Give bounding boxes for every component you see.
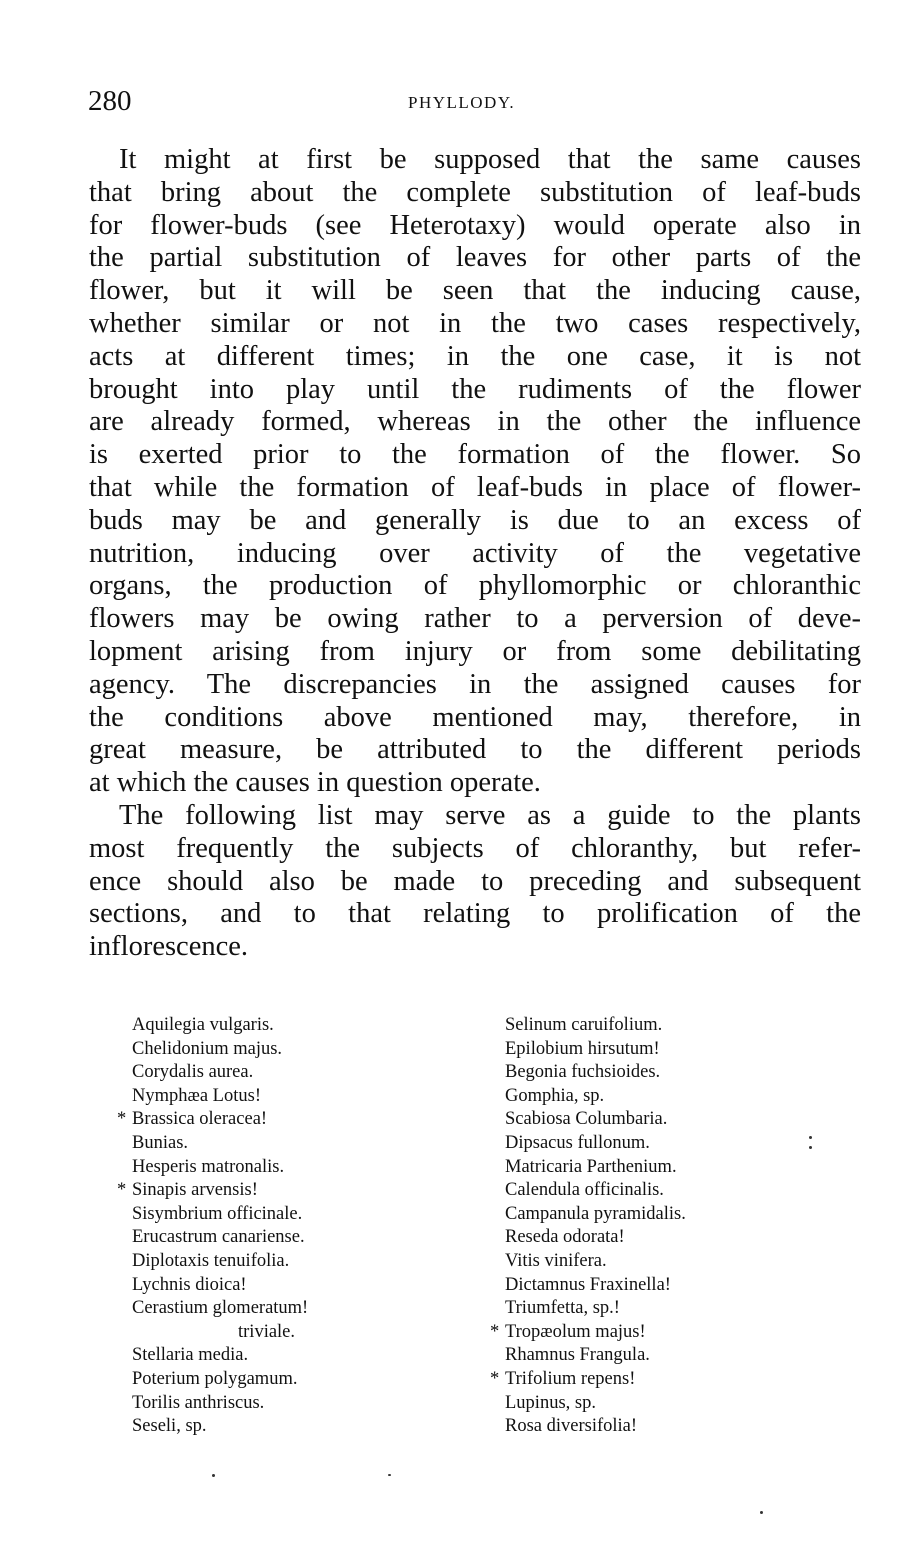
plant-name: Begonia fuchsioides. bbox=[505, 1062, 661, 1083]
text-line: acts at different times; in the one case, it is not bbox=[89, 340, 861, 372]
body-text bbox=[89, 144, 861, 964]
text-line: the conditions above mentioned may, therefore, in bbox=[89, 701, 861, 733]
plant-list-item bbox=[490, 1344, 870, 1368]
plant-list-item bbox=[117, 1014, 477, 1038]
plant-name: Sisymbrium officinale. bbox=[132, 1203, 303, 1224]
plant-name: Bunias. bbox=[132, 1132, 189, 1153]
plant-name: Selinum caruifolium. bbox=[505, 1015, 663, 1035]
plant-name: Hesperis matronalis. bbox=[132, 1156, 285, 1177]
plant-name: Corydalis aurea. bbox=[132, 1062, 254, 1083]
asterisk-mark: * bbox=[117, 1180, 127, 1201]
asterisk-mark: * bbox=[490, 1368, 500, 1389]
plant-name: Dipsacus fullonum. bbox=[505, 1132, 650, 1153]
plant-name: Brassica oleracea! bbox=[132, 1109, 268, 1130]
plant-list-item bbox=[117, 1108, 477, 1132]
plant-name: Reseda odorata! bbox=[505, 1227, 625, 1248]
plant-list-item bbox=[117, 1415, 477, 1439]
plant-list-item bbox=[117, 1179, 477, 1203]
plant-name: Epilobium hirsutum! bbox=[505, 1038, 660, 1059]
plant-name: Diplotaxis tenuifolia. bbox=[132, 1250, 290, 1271]
plant-list-item bbox=[117, 1392, 477, 1416]
plant-list-item bbox=[117, 1297, 477, 1321]
plant-name: Trifolium repens! bbox=[505, 1368, 636, 1389]
plant-list-right bbox=[490, 1014, 870, 1439]
text-line: for flower-buds (see Heterotaxy) would operate also in bbox=[89, 209, 861, 241]
plant-list-item bbox=[490, 1368, 870, 1392]
plant-list-item bbox=[490, 1321, 870, 1345]
plant-name: Lupinus, sp. bbox=[505, 1392, 596, 1413]
plant-list-item bbox=[490, 1392, 870, 1416]
page-number: 280 bbox=[88, 85, 132, 117]
text-line: most frequently the subjects of chloranthy, but refer- bbox=[89, 832, 861, 864]
print-speck bbox=[809, 1136, 812, 1139]
text-line: is exerted prior to the formation of the flower. So bbox=[89, 439, 861, 471]
text-line: great measure, be attributed to the different periods bbox=[89, 734, 861, 766]
plant-list-item bbox=[117, 1250, 477, 1274]
plant-list-item bbox=[490, 1179, 870, 1203]
plant-list-left bbox=[117, 1014, 477, 1439]
text-line: lopment arising from injury or from some debilitating bbox=[89, 635, 861, 667]
plant-list-item bbox=[117, 1226, 477, 1250]
plant-list-item bbox=[490, 1085, 870, 1109]
plant-name: Lychnis dioica! bbox=[132, 1274, 247, 1295]
running-title: PHYLLODY. bbox=[408, 93, 516, 112]
text-line: It might at first be supposed that the same causes bbox=[119, 144, 861, 175]
plant-name: Campanula pyramidalis. bbox=[505, 1203, 686, 1224]
plant-list-item bbox=[117, 1061, 477, 1085]
text-line: organs, the production of phyllomorphic or chloranthic bbox=[89, 570, 861, 602]
plant-name: Stellaria media. bbox=[132, 1345, 249, 1366]
plant-name: Aquilegia vulgaris. bbox=[132, 1015, 274, 1035]
text-line: buds may be and generally is due to an excess of bbox=[89, 504, 861, 536]
plant-name: Torilis anthriscus. bbox=[132, 1392, 265, 1413]
text-line: are already formed, whereas in the other the influence bbox=[89, 406, 861, 438]
print-speck bbox=[809, 1146, 812, 1149]
plant-list-item bbox=[490, 1156, 870, 1180]
plant-list-item bbox=[117, 1203, 477, 1227]
plant-list-item bbox=[117, 1156, 477, 1180]
plant-name: triviale. bbox=[238, 1321, 296, 1342]
text-line: at which the causes in question operate. bbox=[89, 767, 541, 799]
text-line: nutrition, inducing over activity of the vegetative bbox=[89, 537, 861, 569]
text-line: whether similar or not in the two cases respectively, bbox=[89, 307, 861, 339]
plant-name: Calendula officinalis. bbox=[505, 1180, 664, 1201]
plant-list-item bbox=[117, 1132, 477, 1156]
plant-list-item bbox=[490, 1274, 870, 1298]
plant-list-item bbox=[490, 1415, 870, 1439]
plant-list-item bbox=[117, 1085, 477, 1109]
plant-name: Matricaria Parthenium. bbox=[505, 1156, 677, 1177]
text-line: brought into play until the rudiments of the flower bbox=[89, 373, 861, 405]
plant-name: Tropæolum majus! bbox=[505, 1321, 646, 1342]
plant-name: Vitis vinifera. bbox=[505, 1250, 607, 1271]
asterisk-mark: * bbox=[117, 1109, 127, 1130]
text-line: ence should also be made to preceding and subsequent bbox=[89, 865, 861, 897]
asterisk-mark: * bbox=[490, 1321, 500, 1342]
print-speck bbox=[212, 1474, 215, 1477]
plant-list-item bbox=[117, 1344, 477, 1368]
print-speck bbox=[760, 1511, 763, 1514]
plant-name: Seseli, sp. bbox=[132, 1416, 207, 1437]
plant-name: Gomphia, sp. bbox=[505, 1085, 605, 1106]
plant-name: Nymphæa Lotus! bbox=[132, 1085, 261, 1106]
plant-name: Sinapis arvensis! bbox=[132, 1180, 258, 1201]
text-line: that bring about the complete substitution of leaf-buds bbox=[89, 176, 861, 208]
plant-list-item bbox=[117, 1368, 477, 1392]
text-line: inflorescence. bbox=[89, 931, 249, 963]
plant-list-item bbox=[490, 1061, 870, 1085]
plant-list-item bbox=[117, 1321, 477, 1345]
plant-name: Poterium polygamum. bbox=[132, 1368, 298, 1389]
plant-list-item bbox=[490, 1132, 870, 1156]
plant-name: Erucastrum canariense. bbox=[132, 1227, 305, 1248]
plant-list-item bbox=[117, 1038, 477, 1062]
text-line: sections, and to that relating to prolification of the bbox=[89, 898, 861, 930]
plant-list-item bbox=[490, 1203, 870, 1227]
print-speck bbox=[388, 1474, 391, 1476]
text-line: flowers may be owing rather to a perversion of deve- bbox=[89, 603, 861, 635]
plant-list-item bbox=[490, 1250, 870, 1274]
plant-name: Dictamnus Fraxinella! bbox=[505, 1274, 671, 1295]
text-line: that while the formation of leaf-buds in place of flower- bbox=[89, 471, 861, 503]
text-line: agency. The discrepancies in the assigned causes for bbox=[89, 668, 861, 700]
plant-list-item bbox=[490, 1014, 870, 1038]
text-line: The following list may serve as a guide to the plants bbox=[119, 799, 861, 831]
plant-list-item bbox=[490, 1226, 870, 1250]
text-line: the partial substitution of leaves for other parts of the bbox=[89, 242, 861, 274]
plant-list-item bbox=[490, 1038, 870, 1062]
plant-name: Scabiosa Columbaria. bbox=[505, 1109, 668, 1130]
plant-list-item bbox=[117, 1274, 477, 1298]
text-line: flower, but it will be seen that the inducing cause, bbox=[89, 275, 861, 307]
plant-name: Cerastium glomeratum! bbox=[132, 1298, 309, 1319]
plant-name: Triumfetta, sp.! bbox=[505, 1298, 620, 1319]
plant-list-item bbox=[490, 1108, 870, 1132]
plant-list-item bbox=[490, 1297, 870, 1321]
plant-name: Chelidonium majus. bbox=[132, 1038, 283, 1059]
plant-name: Rosa diversifolia! bbox=[505, 1416, 638, 1437]
plant-name: Rhamnus Frangula. bbox=[505, 1345, 650, 1366]
